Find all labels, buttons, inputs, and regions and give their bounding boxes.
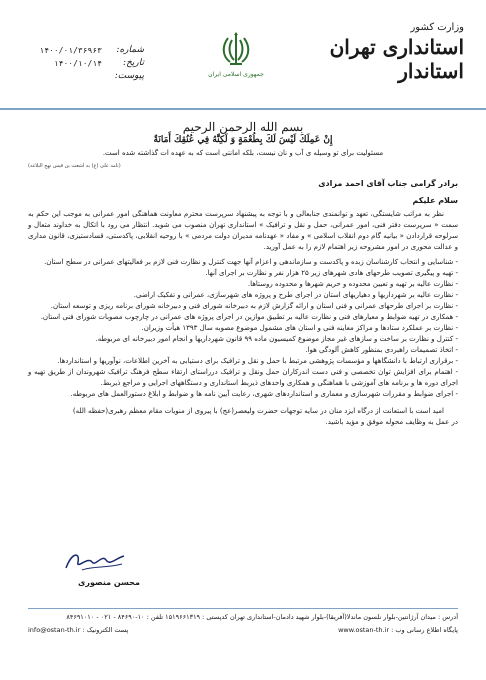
header-divider	[0, 108, 486, 110]
meta-number-row	[24, 44, 144, 57]
duty-item: - شناسایی و انتخاب کارشناسان زبده و پاکدست و سازماندهی و اعزام آنها جهت کنترل و نظارت فنی لازم بر فعالیتهای عمرانی در سطح استان.	[44, 258, 458, 266]
footer-address: آدرس : میدان آرژانتین-بلوار نلسون ماندلا(آفریقا)-بلوار شهید دادمان-استانداری تهران کدپستی : ۱۵۱۹۶۶۱۳۱۹ تلفن : ۱۰-۸۴۶۹۰ - ۰۲۱ - ۸۴۶۹۱۰۱۰	[66, 613, 458, 621]
email-block	[28, 625, 128, 635]
footer-contact	[28, 625, 458, 635]
signer-name: محسن منصوری	[78, 578, 140, 587]
duty-item: - اهتمام برای افزایش توان تخصصی و فنی دست اندرکاران حمل ونقل و ترافیک درراستای ارتقاء سطح فرهنگ ترافیک شهروندان از طریق تهیه و اجرای دوره ها و برنامه های آموزشی با هماهنگی و همکاری واحدهای ذیربط استانداری و دستگاههای اجرایی و مراجع ذیربط.	[28, 368, 458, 387]
duty-item: - نظارت عالیه بر شهرداریها و دهیاریهای استان در اجرای طرح و پروژه های شهرسازی، عمرانی و تفکیک اراضی.	[133, 291, 458, 299]
duty-item: - نظارت بر عملکرد ستادها و مراکز معاینه فنی و استان های مشمول موضوع مصوبه سال ۱۳۹۳ هیأت وزیران.	[141, 324, 458, 332]
letterhead	[0, 0, 486, 112]
duty-item: - کنترل و نظارت بر ساخت و سازهای غیر مجاز موضوع کمیسیون ماده ۹۹ قانون شهرداریها و انجام امور دبیرخانه ای مربوطه.	[95, 335, 458, 343]
iran-emblem-icon	[220, 32, 252, 68]
greeting: سلام علیکم	[412, 196, 458, 205]
governor-title: استاندار	[398, 59, 464, 83]
signature-icon	[62, 548, 132, 574]
responsibility-quote: مسئولیت برای تو وسیله ی آب و نان نیست، بلکه امانتی است که به عهده ات گذاشته شده است.	[102, 149, 384, 157]
quran-verse: إِنْ عَمِلَكَ لَيْسَ لَكَ بِطُعْمَةٍ وَ لَكِنَّهُ فِي عُنُقِكَ أَمَانَةٌ	[153, 135, 333, 145]
letter-meta	[24, 44, 144, 83]
ministry-name: وزارت کشور	[410, 22, 464, 33]
website-block	[338, 625, 458, 635]
meta-date-row	[24, 57, 144, 70]
duty-item: - نظارت بر اجرای طرحهای عمرانی و فنی استان و ارائه گزارش لازم به دبیرخانه شورای فنی و دبیرخانه شورای برنامه ریزی و توسعه استان.	[50, 302, 458, 310]
quote-reference: (نامه علی (ع) به اشعث بن قیس نهج البلاغه)	[28, 163, 121, 169]
duty-item: - تهیه و پیگیری تصویب طرحهای هادی شهرهای زیر ۲۵ هزار نفر و نظارت بر اجرای آنها.	[205, 269, 458, 277]
duties-list	[28, 257, 458, 400]
duty-item: - همکاری در تهیه ضوابط و معیارهای فنی و نظارت عالیه بر تطبیق موازین در اجرای پروژه های عمرانی در چارچوب مصوبات شورای فنی استان.	[40, 313, 458, 321]
emblem-caption: جمهوری اسلامی ایران	[208, 71, 264, 78]
emblem	[198, 32, 274, 78]
letter-body	[28, 122, 458, 428]
meta-attachment-row	[24, 70, 144, 83]
province-name: استانداری تهران	[329, 35, 464, 59]
closing-paragraph: امید است با استعانت از درگاه ایزد منان در سایه توجهات حضرت ولیعصر(عج) با پیروی از منویات مقام معظم رهبری(حفظه الله)	[72, 407, 444, 415]
number-label: شماره:	[116, 45, 144, 55]
email-label: پست الکترونیک :	[82, 626, 129, 634]
number-value: ۱۴۰۰/۰۱/۳۶۹۶۳	[39, 46, 102, 55]
addressee: برادر گرامی جناب آقای احمد مرادی	[318, 179, 458, 188]
website-label: پایگاه اطلاع رسانی وب :	[391, 626, 458, 634]
date-label: تاریخ:	[123, 58, 144, 68]
closing-line: در عمل به وظایف محوله موفق و مؤید باشید.	[325, 418, 458, 426]
email-link[interactable]: info@ostan-th.ir	[28, 626, 81, 634]
basmala: بسم الله الرحمن الرحیم	[182, 120, 304, 134]
attachment-label: پیوست:	[114, 71, 144, 81]
duty-item: - نظارت عالیه بر تهیه و تعیین محدوده و حریم شهرها و محدوده روستاها.	[247, 280, 458, 288]
intro-paragraph: نظر به مراتب شایستگی، تعهد و توانمندی جنابعالی و با توجه به پیشنهاد سرپرست محترم معاونت هماهنگی امور عمرانی به موجب این حکم به سمت « سرپرست دفتر فنی، امور عمرانی، حمل و نقل و ترافیک » استانداری تهران منصوب می شوید. انتظار می رود با اتکال به خداوند متعال و سرلوحه قراردادن « بیانیه گام دوم انقلاب اسلامی » و مفاد « عهدنامه مدیران دولت مردمی » با روحیه انقلابی، پاکدستی، قسادستیزی، قانون مداری و عدالت محوری در امور مشروحه زیر اهتمام لازم را به عمل آورید.	[28, 210, 458, 251]
duty-item: - برقراری ارتباط با دانشگاهها و مؤسسات پژوهشی مرتبط با حمل و نقل و ترافیک برای دستیابی به آخرین اطلاعات، نوآوریها و استانداردها.	[57, 357, 458, 365]
footer-divider	[28, 608, 458, 609]
date-value: ۱۴۰۰/۱۰/۱۴	[53, 59, 102, 68]
organization-block	[314, 22, 464, 83]
website-link[interactable]: www.ostan-th.ir	[338, 626, 390, 634]
letter-footer	[28, 612, 458, 635]
duty-item: - اتخاذ تصمیمات راهبردی بمنظور کاهش آلودگی هوا.	[305, 346, 458, 354]
duty-item: - اجرای ضوابط و مقررات شهرسازی و معماری و استانداردهای شهری، رعایت آیین نامه ها و ضوابط و ابلاغ دستورالعمل های مربوطه.	[70, 390, 458, 398]
